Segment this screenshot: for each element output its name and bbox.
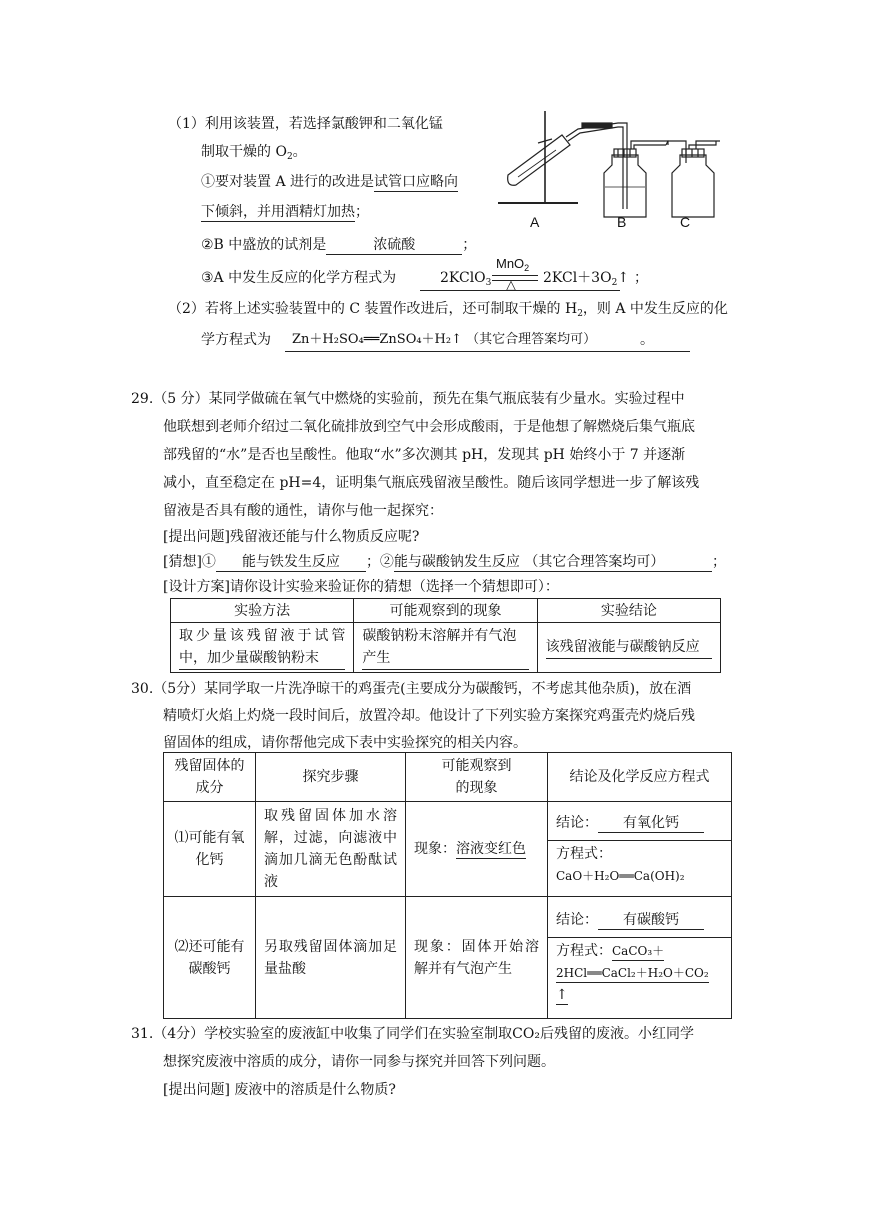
- q29-th-phenomenon: 可能观察到的现象: [354, 599, 537, 623]
- q29-th-conclusion: 实验结论: [537, 599, 720, 623]
- q29-cell-phenomenon: 碳酸钠粉末溶解并有气泡产生: [362, 625, 528, 670]
- apparatus-diagram: [490, 105, 730, 230]
- label-c: C: [680, 214, 691, 230]
- q30-r2-step: 另取残留固体滴加足量盐酸: [256, 897, 406, 1019]
- q30-r1-composition: ⑴可能有氧化钙: [164, 802, 256, 897]
- q28-p2-underline: [285, 351, 690, 352]
- q29-cell-conclusion: 该残留液能与碳酸钠反应: [546, 636, 712, 659]
- q29-guess1: 能与铁发生反应: [216, 553, 366, 572]
- q28-item2: ②B 中盛放的试剂是 浓硫酸 ；: [201, 237, 477, 253]
- q28-item3-end: ；: [634, 270, 648, 286]
- q28-p1-line1: （1）利用该装置，若选择氯酸钾和二氧化锰: [168, 116, 443, 132]
- q30-r2-phenomenon: 现象：固体开始溶解并有气泡产生: [406, 897, 548, 1019]
- q28-item3-eq-left: 2KClO$_3$: [440, 270, 492, 288]
- q30-r1-conclusion: 结论： 有氧化钙 方程式： CaO＋H₂O══Ca(OH)₂: [548, 802, 732, 897]
- q30-table: [163, 752, 732, 1019]
- q30-th-phenomenon: 可能观察到的现象: [406, 753, 548, 802]
- q28-p2-end: 。: [640, 332, 654, 348]
- q29-table: [170, 598, 721, 673]
- q28-p2-answer: Zn＋H₂SO₄══ZnSO₄＋H₂↑ （其它合理答案均可）: [292, 332, 597, 347]
- q29-guess: [猜想]① 能与铁发生反应 ；②能与碳酸钠发生反应 （其它合理答案均可） ；: [163, 554, 726, 570]
- q30-r2-conclusion: 结论： 有碳酸钙 方程式：CaCO₃＋ 2HCl══CaCl₂＋H₂O＋CO₂ ↑: [548, 897, 732, 1019]
- q28-item1-cont: 下倾斜，并用酒精灯加热；: [201, 204, 369, 220]
- q29-cell-method: 取少量该残留液于试管中，加少量碳酸钠粉末: [179, 625, 345, 670]
- q28-item3-prefix: ③A 中发生反应的化学方程式为: [201, 270, 397, 286]
- q28-catalyst: MnO$_2$: [496, 256, 530, 273]
- q28-condition: △: [506, 278, 516, 293]
- q28-p2-prefix: 学方程式为: [201, 332, 271, 348]
- q28-p1-line2: 制取干燥的 $O_2$。: [201, 144, 307, 162]
- q30-line2: 精喷灯火焰上灼烧一段时间后，放置冷却。他设计了下列实验方案探究鸡蛋壳灼烧后残: [163, 708, 695, 724]
- q29-line4: 减小，直至稳定在 pH=4，证明集气瓶底残留液呈酸性。随后该同学想进一步了解该残: [163, 475, 700, 491]
- q28-item3-underline: [420, 290, 620, 291]
- q31-question: [提出问题] 废液中的溶质是什么物质?: [163, 1082, 396, 1098]
- q30-r2-composition: ⑵还可能有碳酸钙: [164, 897, 256, 1019]
- q31-line1: 31.（4分）学校实验室的废液缸中收集了同学们在实验室制取CO₂后残留的废液。小红同学: [131, 1026, 694, 1042]
- q28-p2-line1: （2）若将上述实验装置中的 C 装置作改进后，还可制取干燥的 $H_2$，则 A 中发生反应的化: [168, 301, 728, 319]
- q30-line3: 留固体的组成，请你帮他完成下表中实验探究的相关内容。: [163, 735, 527, 751]
- q30-th-composition: 残留固体的成分: [164, 753, 256, 802]
- q31-line2: 想探究废液中溶质的成分，请你一同参与探究并回答下列问题。: [163, 1054, 555, 1070]
- q28-item1: ①要对装置 A 进行的改进是试管口应略向: [201, 174, 459, 190]
- label-b: B: [617, 214, 627, 230]
- q30-r1-phenomenon: 现象：溶液变红色: [406, 802, 548, 897]
- label-a: A: [530, 214, 540, 230]
- q29-line2: 他联想到老师介绍过二氧化硫排放到空气中会形成酸雨，于是他想了解燃烧后集气瓶底: [163, 419, 695, 435]
- q29-design: [设计方案]请你设计实验来验证你的猜想（选择一个猜想即可）：: [163, 579, 559, 595]
- q28-item2-answer: 浓硫酸: [326, 236, 462, 255]
- q28-item1-answer: 试管口应略向: [374, 174, 459, 190]
- q29-line1: 29.（5 分）某同学做硫在氧气中燃烧的实验前，预先在集气瓶底装有少量水。实验过程中: [131, 391, 685, 407]
- q30-th-steps: 探究步骤: [256, 753, 406, 802]
- q30-th-conclusion: 结论及化学反应方程式: [548, 753, 732, 802]
- q29-line3: 部残留的“水”是否也呈酸性。他取“水”多次测其 pH，发现其 pH 始终小于 7 并逐渐: [163, 447, 686, 463]
- q29-question: [提出问题]残留液还能与什么物质反应呢?: [163, 529, 420, 545]
- q29-guess2: 能与碳酸钠发生反应 （其它合理答案均可）: [394, 553, 712, 572]
- q28-item3-eq-right: $2KCl+3O_2↑$: [543, 270, 630, 288]
- q29-line5: 留液是否具有酸的通性，请你与他一起探究：: [163, 503, 443, 519]
- q30-line1: 30.（5分）某同学取一片洗净晾干的鸡蛋壳(主要成分为碳酸钙，不考虑其他杂质)，放在酒: [131, 681, 692, 697]
- q30-r1-step: 取残留固体加水溶解，过滤，向滤液中滴加几滴无色酚酞试液: [256, 802, 406, 897]
- q29-th-method: 实验方法: [171, 599, 354, 623]
